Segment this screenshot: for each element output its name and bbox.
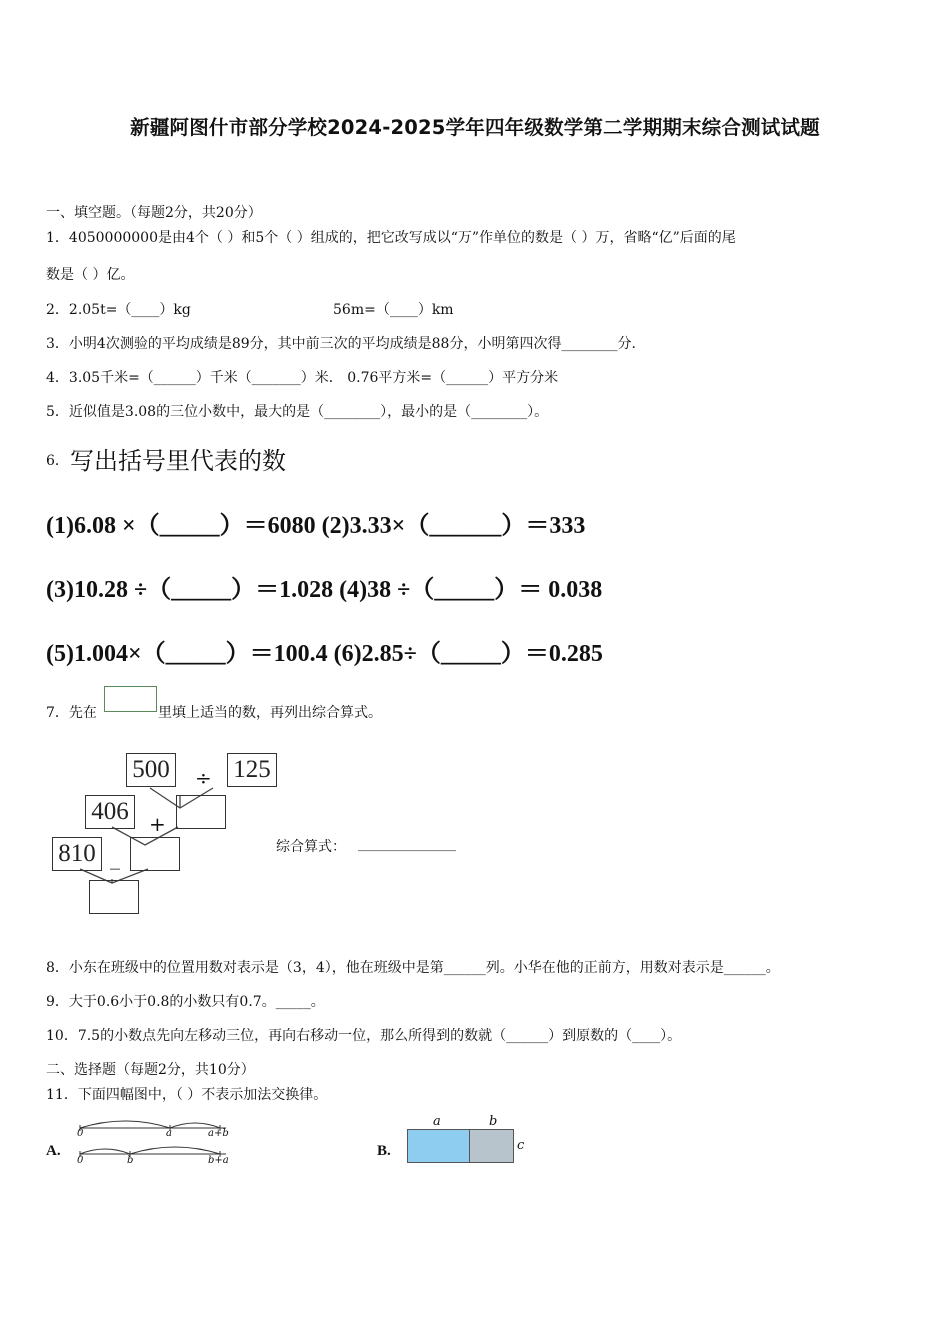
q7-suffix: 里填上适当的数，再列出综合算式。 xyxy=(158,705,382,721)
q6-row3: (5)1.004×（_____）＝100.4 (6)2.85÷（_____）＝0.285 xyxy=(46,641,603,667)
q11-text: 11．下面四幅图中，（ ）不表示加法交换律。 xyxy=(46,1087,328,1103)
q6-number: 6． xyxy=(46,453,69,469)
q7-prefix: 7．先在 xyxy=(46,705,97,721)
q11-a-line2-zero: 0 xyxy=(77,1155,84,1166)
q6-row1: (1)6.08 ×（_____）＝6080 (2)3.33×（______）＝333 xyxy=(46,513,586,539)
q8-text: 8．小东在班级中的位置用数对表示是（3，4），他在班级中是第______列。小华在他的正前方，用数对表示是______。 xyxy=(46,960,780,976)
q7-box-406: 406 xyxy=(85,795,135,829)
q7-formula-blank[interactable]: ______________ xyxy=(358,836,456,852)
section2-heading: 二、选择题（每题2分，共10分） xyxy=(46,1062,255,1078)
q11-a-line2-sum: b+a xyxy=(208,1155,229,1166)
page-title: 新疆阿图什市部分学校2024-2025学年四年级数学第二学期期末综合测试试题 xyxy=(130,116,820,139)
q11-option-a-label[interactable]: A. xyxy=(46,1143,61,1159)
q7-plus-sign: + xyxy=(149,812,166,836)
q1-line2: 数是（ ）亿。 xyxy=(46,267,135,283)
q6-row2: (3)10.28 ÷（_____）＝1.028 (4)38 ÷（_____）＝ 0.038 xyxy=(46,577,603,603)
q5-text: 5．近似值是3.08的三位小数中，最大的是（________），最小的是（________）。 xyxy=(46,404,549,420)
q11-a-line2-b: b xyxy=(127,1155,134,1166)
q10-text: 10．7.5的小数点先向左移动三位，再向右移动一位，那么所得到的数就（______）到原数的（____）。 xyxy=(46,1028,682,1044)
q1-line1: 1．4050000000是由4个（ ）和5个（ ）组成的，把它改写成以“万”作单位的数是（ ）万，省略“亿”后面的尾 xyxy=(46,230,736,246)
q4-text: 4．3.05千米=（______）千米（_______）米． 0.76平方米=（______）平方分米 xyxy=(46,370,559,386)
q3-text: 3．小明4次测验的平均成绩是89分，其中前三次的平均成绩是88分，小明第四次得________分. xyxy=(46,336,636,352)
q7-divide-sign: ÷ xyxy=(195,766,212,790)
q7-empty-box-result[interactable] xyxy=(89,880,139,914)
q2-right: 56m=（____）km xyxy=(333,302,454,318)
q7-box-125: 125 xyxy=(227,753,277,787)
q7-inline-answer-box[interactable] xyxy=(104,686,157,712)
q7-box-810: 810 xyxy=(52,837,102,871)
q11-b-label-c: c xyxy=(517,1138,525,1153)
q11-a-line1-zero: 0 xyxy=(77,1128,84,1139)
q7-empty-box-quotient[interactable] xyxy=(176,795,226,829)
q11-b-label-a: a xyxy=(433,1114,441,1129)
q7-minus-sign: _ xyxy=(110,846,120,870)
q7-formula-label: 综合算式： xyxy=(276,839,346,855)
q11-b-rect-b xyxy=(469,1129,514,1163)
q11-b-label-b: b xyxy=(489,1114,498,1129)
q7-box-500: 500 xyxy=(126,753,176,787)
q9-text: 9．大于0.6小于0.8的小数只有0.7。_____。 xyxy=(46,994,325,1010)
q11-a-line1-a: a xyxy=(166,1128,172,1139)
q11-option-b-label[interactable]: B. xyxy=(377,1143,391,1159)
q7-empty-box-sum[interactable] xyxy=(130,837,180,871)
q11-b-rect-a xyxy=(407,1129,470,1163)
section1-heading: 一、填空题。（每题2分，共20分） xyxy=(46,205,262,221)
q6-heading: 写出括号里代表的数 xyxy=(70,447,286,475)
q2-left: 2．2.05t=（____）kg xyxy=(46,302,191,318)
q11-a-line1-sum: a+b xyxy=(208,1128,229,1139)
